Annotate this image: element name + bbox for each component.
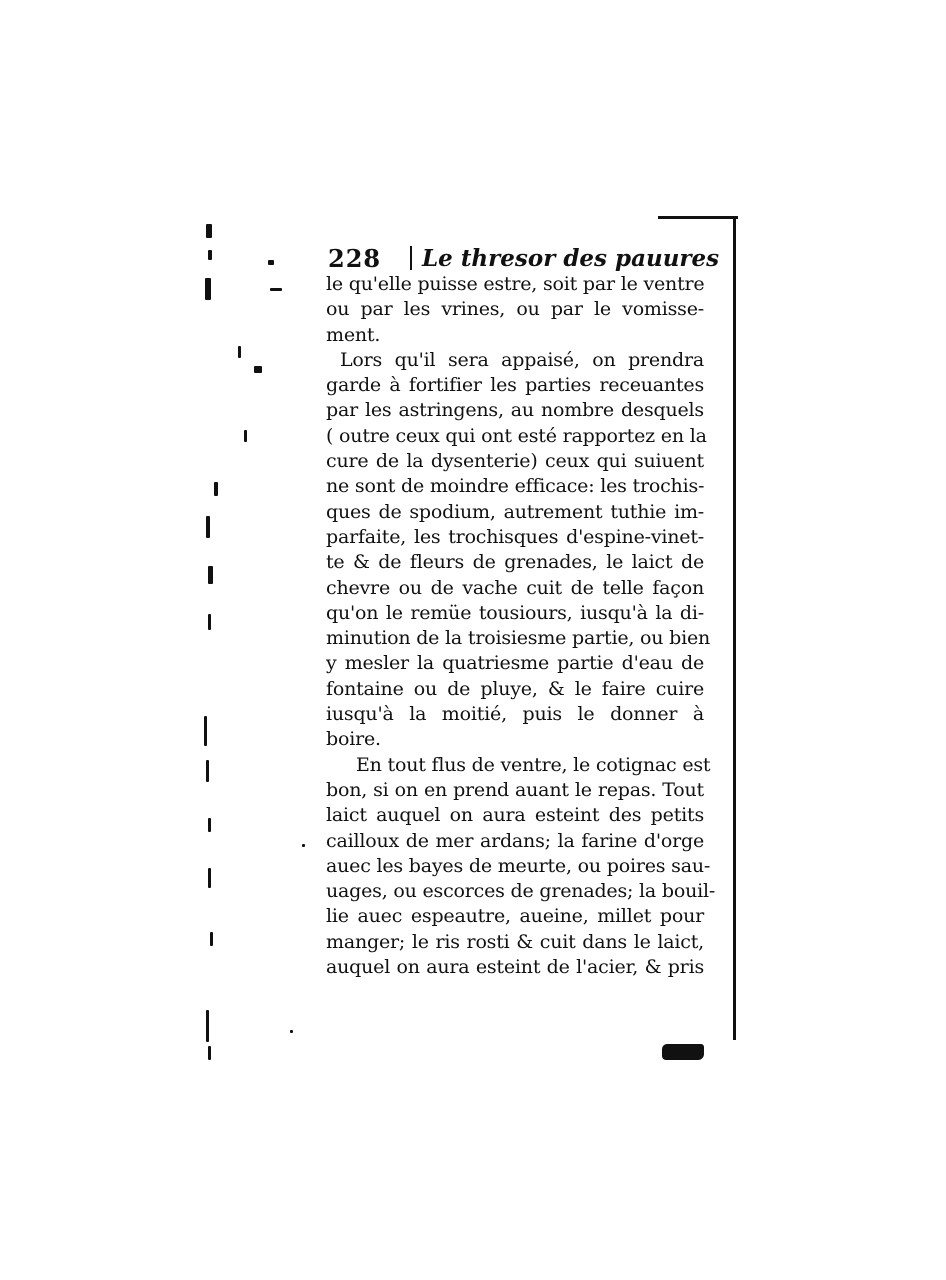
left-margin-specks — [198, 220, 308, 1060]
top-border-rule — [658, 216, 738, 219]
text-line: lie auec espeautre, aueine, millet pour — [326, 905, 704, 928]
page-header — [328, 244, 720, 274]
ink-smudge — [662, 1044, 704, 1060]
text-line: laict auquel on aura esteint des petits — [326, 804, 704, 827]
text-line: fontaine ou de pluye, & le faire cuire — [326, 677, 704, 700]
text-line: cure de la dysenterie) ceux qui suiuent — [326, 450, 704, 473]
text-line: ques de spodium, autrement tuthie im- — [326, 500, 704, 523]
text-line: ne sont de moindre efficace: les trochis- — [326, 475, 705, 498]
text-line: auec les bayes de meurte, ou poires sau- — [326, 854, 711, 877]
text-line: cailloux de mer ardans; la farine d'orge — [326, 829, 704, 852]
page-number: 228 — [328, 244, 382, 273]
text-line: par les astringens, au nombre desquels — [326, 399, 704, 422]
text-line: ( outre ceux qui ont esté rapportez en la — [326, 424, 707, 447]
text-line: bon, si on en prend auant le repas. Tout — [326, 778, 704, 801]
text-line: te & de fleurs de grenades, le laict de — [326, 551, 704, 574]
header-separator — [410, 246, 412, 270]
text-line: parfaite, les trochisques d'espine-vinet- — [326, 525, 704, 548]
text-line: manger; le ris rosti & cuit dans le laict, — [326, 930, 704, 953]
text-line: auquel on aura esteint de l'acier, & pris — [326, 956, 704, 979]
text-line: iusqu'à la moitié, puis le donner à — [326, 703, 704, 726]
text-line: En tout flus de ventre, le cotignac est — [356, 753, 711, 776]
text-line: boire. — [326, 728, 381, 751]
text-line: le qu'elle puisse estre, soit par le ventre — [326, 273, 705, 295]
body-text — [326, 272, 716, 980]
right-border-rule — [733, 218, 736, 1040]
text-line: ment. — [326, 323, 381, 346]
text-line: garde à fortifier les parties receuantes — [326, 374, 704, 397]
text-line: chevre ou de vache cuit de telle façon — [326, 576, 704, 599]
text-line: qu'on le remüe tousiours, iusqu'à la di- — [326, 601, 704, 624]
text-line: y mesler la quatriesme partie d'eau de — [326, 652, 704, 675]
text-line: Lors qu'il sera appaisé, on prendra — [340, 348, 704, 371]
text-line: uages, ou escorces de grenades; la bouil- — [326, 880, 716, 903]
running-title: Le thresor des pauures — [422, 245, 720, 272]
text-line: minution de la troisiesme partie, ou bien — [326, 627, 711, 650]
text-line: ou par les vrines, ou par le vomisse- — [326, 298, 704, 321]
